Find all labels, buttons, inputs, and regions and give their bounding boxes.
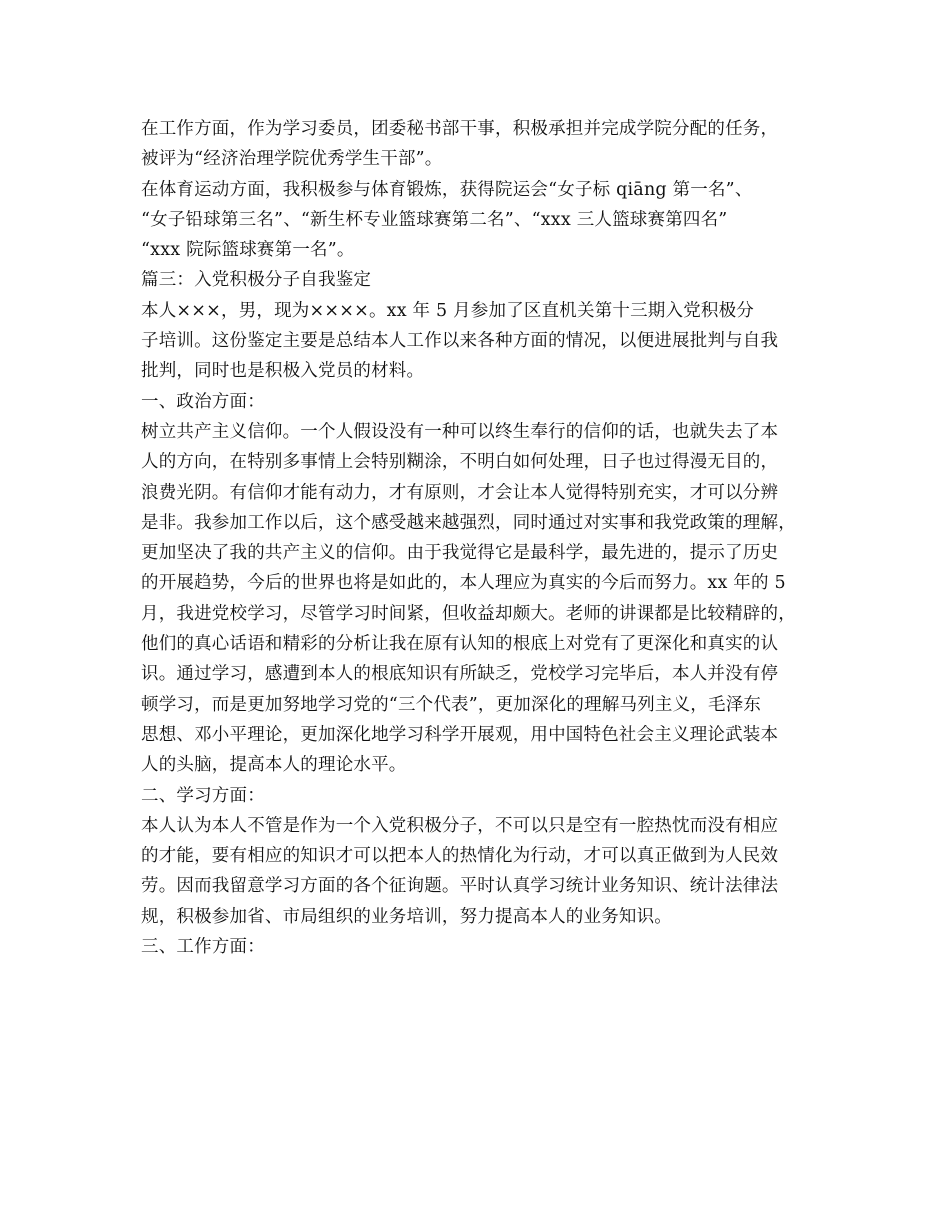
- text-line: 是非。我参加工作以后，这个感受越来越强烈，同时通过对实事和我党政策的理解，: [141, 512, 796, 533]
- text-line: 被评为“经济治理学院优秀学生干部”。: [141, 149, 443, 170]
- text-line: 劳。因而我留意学习方面的各个征询题。平时认真学习统计业务知识、统计法律法: [141, 876, 779, 897]
- text-line: 本人认为本人不管是作为一个入党积极分子，不可以只是空有一腔热忱而没有相应: [141, 815, 779, 836]
- text-line: 人的方向，在特别多事情上会特别糊涂，不明白如何处理，日子也过得漫无目的，: [141, 452, 779, 473]
- text-line: 浪费光阴。有信仰才能有动力，才有原则，才会让本人觉得特别充实，才可以分辨: [141, 482, 779, 503]
- text-line: “xxx 院际篮球赛第一名”。: [141, 240, 355, 261]
- text-line: 规，积极参加省、市局组织的业务培训，努力提高本人的业务知识。: [141, 906, 672, 927]
- text-line: 的才能，要有相应的知识才可以把本人的热情化为行动，才可以真正做到为人民效: [141, 846, 779, 867]
- text-line: 月，我进党校学习，尽管学习时间紧，但收益却颇大。老师的讲课都是比较精辟的，: [141, 603, 796, 624]
- text-line: 他们的真心话语和精彩的分析让我在原有认知的根底上对党有了更深化和真实的认: [141, 634, 779, 655]
- document-page: [141, 114, 821, 962]
- text-line: 批判，同时也是积极入党员的材料。: [141, 361, 425, 382]
- text-line: 树立共产主义信仰。一个人假设没有一种可以终生奉行的信仰的话，也就失去了本: [141, 421, 779, 442]
- text-line: 本人×××，男，现为××××。xx 年 5 月参加了区直机关第十三期入党积极分: [141, 300, 755, 321]
- section-heading: 二、学习方面：: [141, 785, 265, 806]
- text-line: 在工作方面，作为学习委员，团委秘书部干事，积极承担并完成学院分配的任务，: [141, 119, 779, 139]
- text-line: 人的头脑，提高本人的理论水平。: [141, 755, 407, 776]
- text-line: 思想、邓小平理论，更加深化地学习科学开展观，用中国特色社会主义理论武装本: [141, 724, 779, 745]
- section-heading: 篇三：入党积极分子自我鉴定: [141, 270, 372, 291]
- text-line: 更加坚决了我的共产主义的信仰。由于我觉得它是最科学，最先进的，提示了历史: [141, 543, 779, 564]
- section-heading: 一、政治方面：: [141, 391, 265, 412]
- text-line: “女子铅球第三名”、“新生杯专业篮球赛第二名”、“xxx 三人篮球赛第四名”: [141, 209, 728, 230]
- text-line: 子培训。这份鉴定主要是总结本人工作以来各种方面的情况，以便进展批判与自我: [141, 331, 779, 352]
- text-line: 顿学习，而是更加努地学习党的“三个代表”，更加深化的理解马列主义，毛泽东: [141, 694, 762, 715]
- section-heading: 三、工作方面：: [141, 937, 265, 958]
- text-line: 在体育运动方面，我积极参与体育锻炼，获得院运会“女子标 qiāng 第一名”、: [141, 179, 753, 200]
- text-line: 识。通过学习，感遭到本人的根底知识有所缺乏，党校学习完毕后，本人并没有停: [141, 664, 779, 685]
- text-line: 的开展趋势，今后的世界也将是如此的，本人理应为真实的今后而努力。xx 年的 5: [141, 573, 786, 594]
